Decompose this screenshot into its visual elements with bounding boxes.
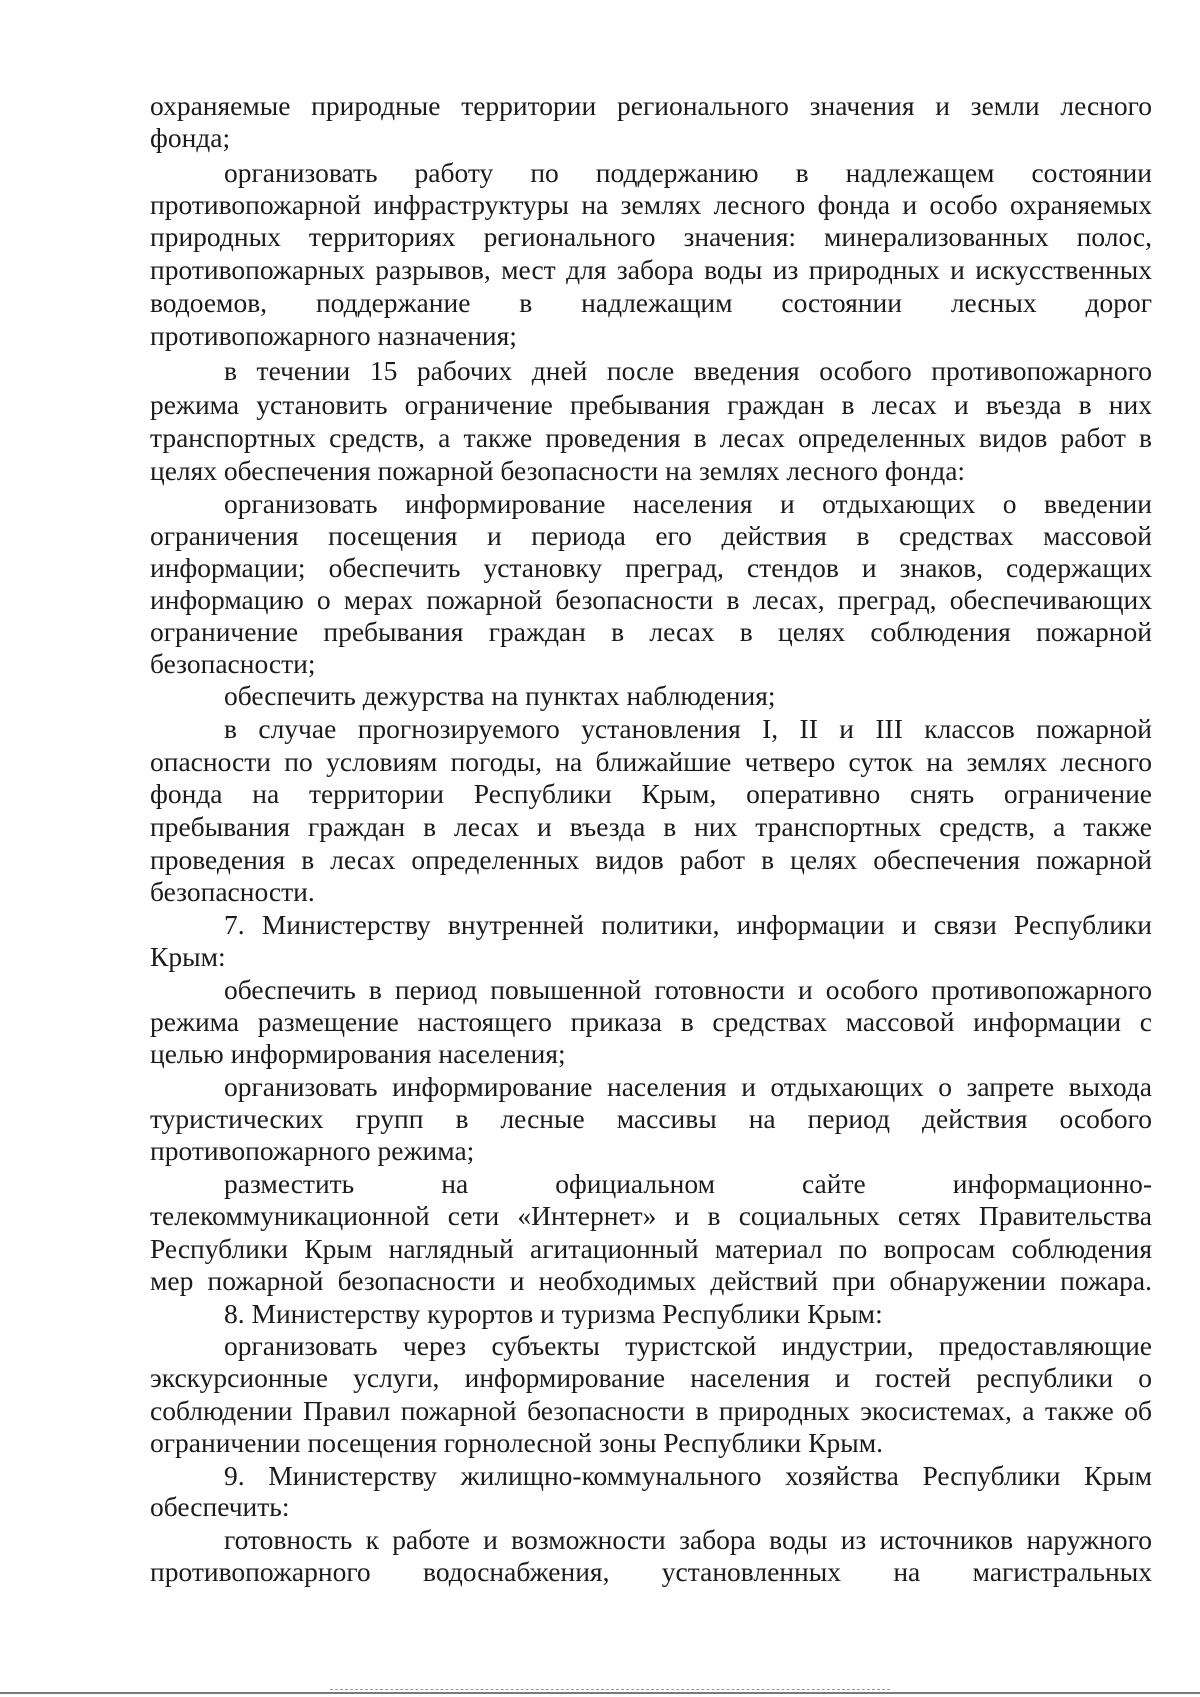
text-line: организовать информирование населения и отдыхающих о введении xyxy=(224,488,1152,519)
text-line: противопожарных разрывов, мест для забора воды из природных и искусственных xyxy=(150,254,1152,285)
text-line: мер пожарной безопасности и необходимых действий при обнаружении пожара. xyxy=(150,1265,1152,1296)
text-line: телекоммуникационной сети «Интернет» и в социальных сетях Правительства xyxy=(150,1200,1152,1231)
text-line: противопожарного назначения; xyxy=(150,320,517,351)
text-line: проведения в лесах определенных видов работ в целях обеспечения пожарной xyxy=(150,844,1152,875)
text-line: безопасности. xyxy=(150,876,315,907)
text-line: опасности по условиям погоды, на ближайшие четверо суток на землях лесного xyxy=(150,746,1152,777)
text-line: разместить на официальном сайте информационно- xyxy=(224,1168,1152,1199)
text-line: экскурсионные услуги, информирование населения и гостей республики о xyxy=(150,1362,1152,1393)
text-line: 9. Министерству жилищно-коммунального хозяйства Республики Крым xyxy=(224,1460,1152,1491)
text-line: целях обеспечения пожарной безопасности на землях лесного фонда: xyxy=(150,455,966,486)
text-line: 8. Министерству курортов и туризма Республики Крым: xyxy=(224,1298,883,1329)
page-bottom-edge xyxy=(0,1692,1200,1694)
text-line: обеспечить дежурства на пунктах наблюдения; xyxy=(224,680,776,711)
text-line: пребывания граждан в лесах и въезда в них транспортных средств, а также xyxy=(150,811,1152,842)
text-line: соблюдении Правил пожарной безопасности в природных экосистемах, а также об xyxy=(150,1395,1152,1426)
text-line: фонда; xyxy=(150,122,231,153)
text-line: Крым: xyxy=(150,941,226,972)
text-line: туристических групп в лесные массивы на период действия особого xyxy=(150,1103,1152,1134)
text-line: организовать информирование населения и отдыхающих о запрете выхода xyxy=(224,1071,1152,1102)
text-line: противопожарного режима; xyxy=(150,1135,475,1166)
text-line: режима размещение настоящего приказа в средствах массовой информации с xyxy=(150,1006,1152,1037)
text-line: Республики Крым наглядный агитационный материал по вопросам соблюдения xyxy=(150,1233,1152,1264)
text-line: природных территориях регионального значения: минерализованных полос, xyxy=(150,221,1152,252)
text-line: фонда на территории Республики Крым, оперативно снять ограничение xyxy=(150,778,1152,809)
text-line: организовать работу по поддержанию в надлежащем состоянии xyxy=(224,157,1152,188)
text-line: обеспечить в период повышенной готовности и особого противопожарного xyxy=(224,974,1152,1005)
text-line: водоемов, поддержание в надлежащим состоянии лесных дорог xyxy=(150,287,1152,318)
text-line: ограничение пребывания граждан в лесах в целях соблюдения пожарной xyxy=(150,616,1152,647)
text-line: ограничении посещения горнолесной зоны Республики Крым. xyxy=(150,1427,883,1458)
text-line: охраняемые природные территории регионального значения и земли лесного xyxy=(150,90,1152,121)
text-line: противопожарной инфраструктуры на землях лесного фонда и особо охраняемых xyxy=(150,189,1152,220)
text-line: транспортных средств, а также проведения в лесах определенных видов работ в xyxy=(150,422,1152,453)
text-line: режима установить ограничение пребывания граждан в лесах и въезда в них xyxy=(150,389,1152,420)
text-line: информации; обеспечить установку преград, стендов и знаков, содержащих xyxy=(150,552,1152,583)
text-line: безопасности; xyxy=(150,648,316,679)
text-line: целью информирования населения; xyxy=(150,1038,566,1069)
text-line: обеспечить: xyxy=(150,1491,290,1522)
text-line: ограничения посещения и периода его действия в средствах массовой xyxy=(150,520,1152,551)
text-line: организовать через субъекты туристской индустрии, предоставляющие xyxy=(224,1330,1152,1361)
text-line: в течении 15 рабочих дней после введения особого противопожарного xyxy=(224,355,1152,386)
text-line: информацию о мерах пожарной безопасности в лесах, преград, обеспечивающих xyxy=(150,584,1152,615)
text-line: противопожарного водоснабжения, установленных на магистральных xyxy=(150,1556,1152,1587)
text-line: в случае прогнозируемого установления I, II и III классов пожарной xyxy=(224,713,1152,744)
text-line: 7. Министерству внутренней политики, информации и связи Республики xyxy=(224,909,1152,940)
text-line: готовность к работе и возможности забора воды из источников наружного xyxy=(224,1524,1152,1555)
